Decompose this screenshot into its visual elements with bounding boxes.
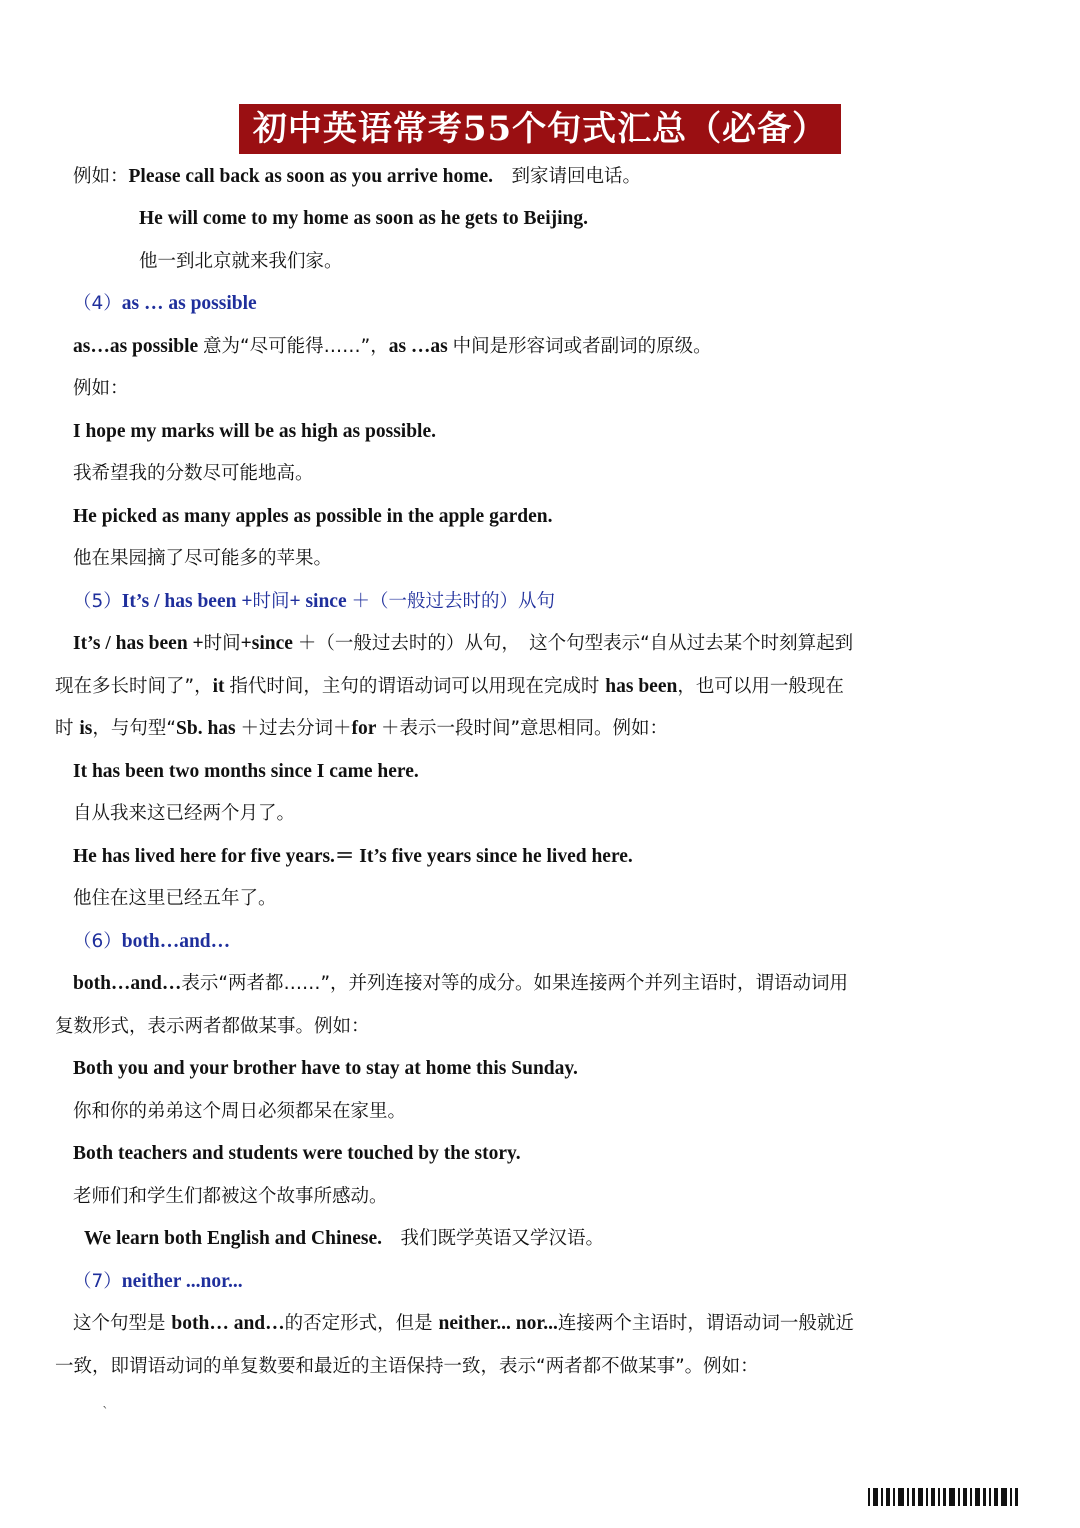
english-text: It’s / has been + (121, 591, 253, 612)
chinese-text: （6） (73, 931, 122, 952)
text-line (55, 1354, 759, 1380)
english-text: neither ...nor... (121, 1271, 243, 1292)
text-line (73, 886, 277, 912)
chinese-text: 他一到北京就来我们家。 (139, 251, 343, 272)
barcode-decoration (868, 1488, 1021, 1506)
page-title: 初中英语常考55个句式汇总（必备） (239, 104, 841, 154)
english-text: Both you and your brother have to stay at home this Sunday. (73, 1058, 578, 1079)
chinese-text: 到家请回电话。 (493, 166, 642, 187)
text-line (73, 1311, 854, 1337)
english-text: We learn both English and Chinese. (84, 1228, 382, 1249)
text-line (73, 1184, 388, 1210)
chinese-text: 现在多长时间了”， (55, 676, 213, 697)
chinese-text: 复数形式，表示两者都做某事。例如： (55, 1016, 370, 1037)
chinese-text: ＋过去分词＋ (240, 718, 352, 739)
text-line (73, 1099, 406, 1125)
text-line (55, 1014, 370, 1040)
english-text: Both teachers and students were touched by the story. (73, 1143, 521, 1164)
chinese-text: ＋表示一段时间”意思相同。例如： (380, 718, 669, 739)
text-line (55, 716, 668, 742)
section-heading (73, 929, 230, 955)
chinese-text: 他住在这里已经五年了。 (73, 888, 277, 909)
text-line (73, 504, 552, 530)
chinese-text: 中间是形容词或者副词的原级。 (452, 336, 712, 357)
chinese-text: 这个句型是 (73, 1313, 172, 1334)
chinese-text: 时间 (252, 591, 290, 612)
text-line (73, 546, 332, 572)
text-line (55, 674, 844, 700)
text-line (73, 376, 129, 402)
text-line (73, 631, 853, 657)
english-text: for (351, 718, 381, 739)
chinese-text: 意为“尽可能得……”， (203, 336, 389, 357)
chinese-text: 的否定形式，但是 (284, 1313, 439, 1334)
chinese-text: ＋（一般过去时的）从句 (351, 591, 555, 612)
text-line (73, 801, 295, 827)
chinese-text: 我希望我的分数尽可能地高。 (73, 463, 314, 484)
text-line (73, 334, 712, 360)
english-text: both…and… (73, 973, 182, 994)
text-line (139, 249, 343, 275)
english-text: He has lived here for five years.＝ It’s five years since he lived here. (73, 846, 633, 867)
chinese-text: 你和你的弟弟这个周日必须都呆在家里。 (73, 1101, 407, 1122)
chinese-text: ，与句型“ (92, 718, 176, 739)
chinese-text: 老师们和学生们都被这个故事所感动。 (73, 1186, 388, 1207)
chinese-text: 一致，即谓语动词的单复数要和最近的主语保持一致，表示“两者都不做某事”。例如： (55, 1356, 759, 1377)
english-text: neither... nor... (438, 1313, 558, 1334)
text-line (73, 1056, 578, 1082)
english-text: Sb. has (176, 718, 241, 739)
section-heading (73, 1269, 243, 1295)
chinese-text: 例如： (73, 166, 129, 187)
chinese-text: 连接两个主语时，谓语动词一般就近 (557, 1313, 854, 1334)
stray-mark: ` (102, 1405, 109, 1421)
english-text: I hope my marks will be as high as possible. (73, 421, 436, 442)
chinese-text: 表示“两者都……”，并列连接对等的成分。如果连接两个并列主语时，谓语动词用 (181, 973, 849, 994)
chinese-text: 指代时间，主句的谓语动词可以用现在完成时 (229, 676, 606, 697)
english-text: It’s / has been + (73, 633, 204, 654)
title-banner (0, 104, 1080, 154)
chinese-text: 时间 (203, 633, 241, 654)
chinese-text: （4） (73, 293, 122, 314)
chinese-text: 例如： (73, 378, 129, 399)
english-text: He picked as many apples as possible in the apple garden. (73, 506, 553, 527)
english-text: it (212, 676, 230, 697)
chinese-text: 时 (55, 718, 80, 739)
chinese-text: 自从我来这已经两个月了。 (73, 803, 296, 824)
text-line (73, 971, 848, 997)
english-text: is (79, 718, 93, 739)
text-line (73, 844, 633, 870)
english-text: as…as possible (73, 336, 204, 357)
text-line (73, 1141, 521, 1167)
text-line (73, 759, 419, 785)
chinese-text: ，也可以用一般现在 (677, 676, 844, 697)
chinese-text: （7） (73, 1271, 122, 1292)
english-text: both…and… (121, 931, 231, 952)
text-line (73, 164, 641, 190)
english-text: as … as possible (121, 293, 257, 314)
english-text: both… and… (171, 1313, 285, 1334)
chinese-text: ＋（一般过去时的）从句， 这个句型表示“自从过去某个时刻算起到 (297, 633, 854, 654)
english-text: as …as (388, 336, 453, 357)
chinese-text: 我们既学英语又学汉语。 (381, 1228, 604, 1249)
section-heading (73, 291, 257, 317)
english-text: Please call back as soon as you arrive home. (128, 166, 494, 187)
text-line (139, 206, 588, 232)
text-line (73, 419, 436, 445)
english-text: + since (289, 591, 352, 612)
chinese-text: 他在果园摘了尽可能多的苹果。 (73, 548, 333, 569)
chinese-text: （5） (73, 591, 122, 612)
english-text: It has been two months since I came here. (73, 761, 419, 782)
section-heading (73, 589, 555, 615)
english-text: has been (605, 676, 678, 697)
english-text: +since (240, 633, 298, 654)
text-line (73, 461, 314, 487)
text-line (84, 1226, 604, 1252)
english-text: He will come to my home as soon as he gets to Beijing. (139, 208, 588, 229)
